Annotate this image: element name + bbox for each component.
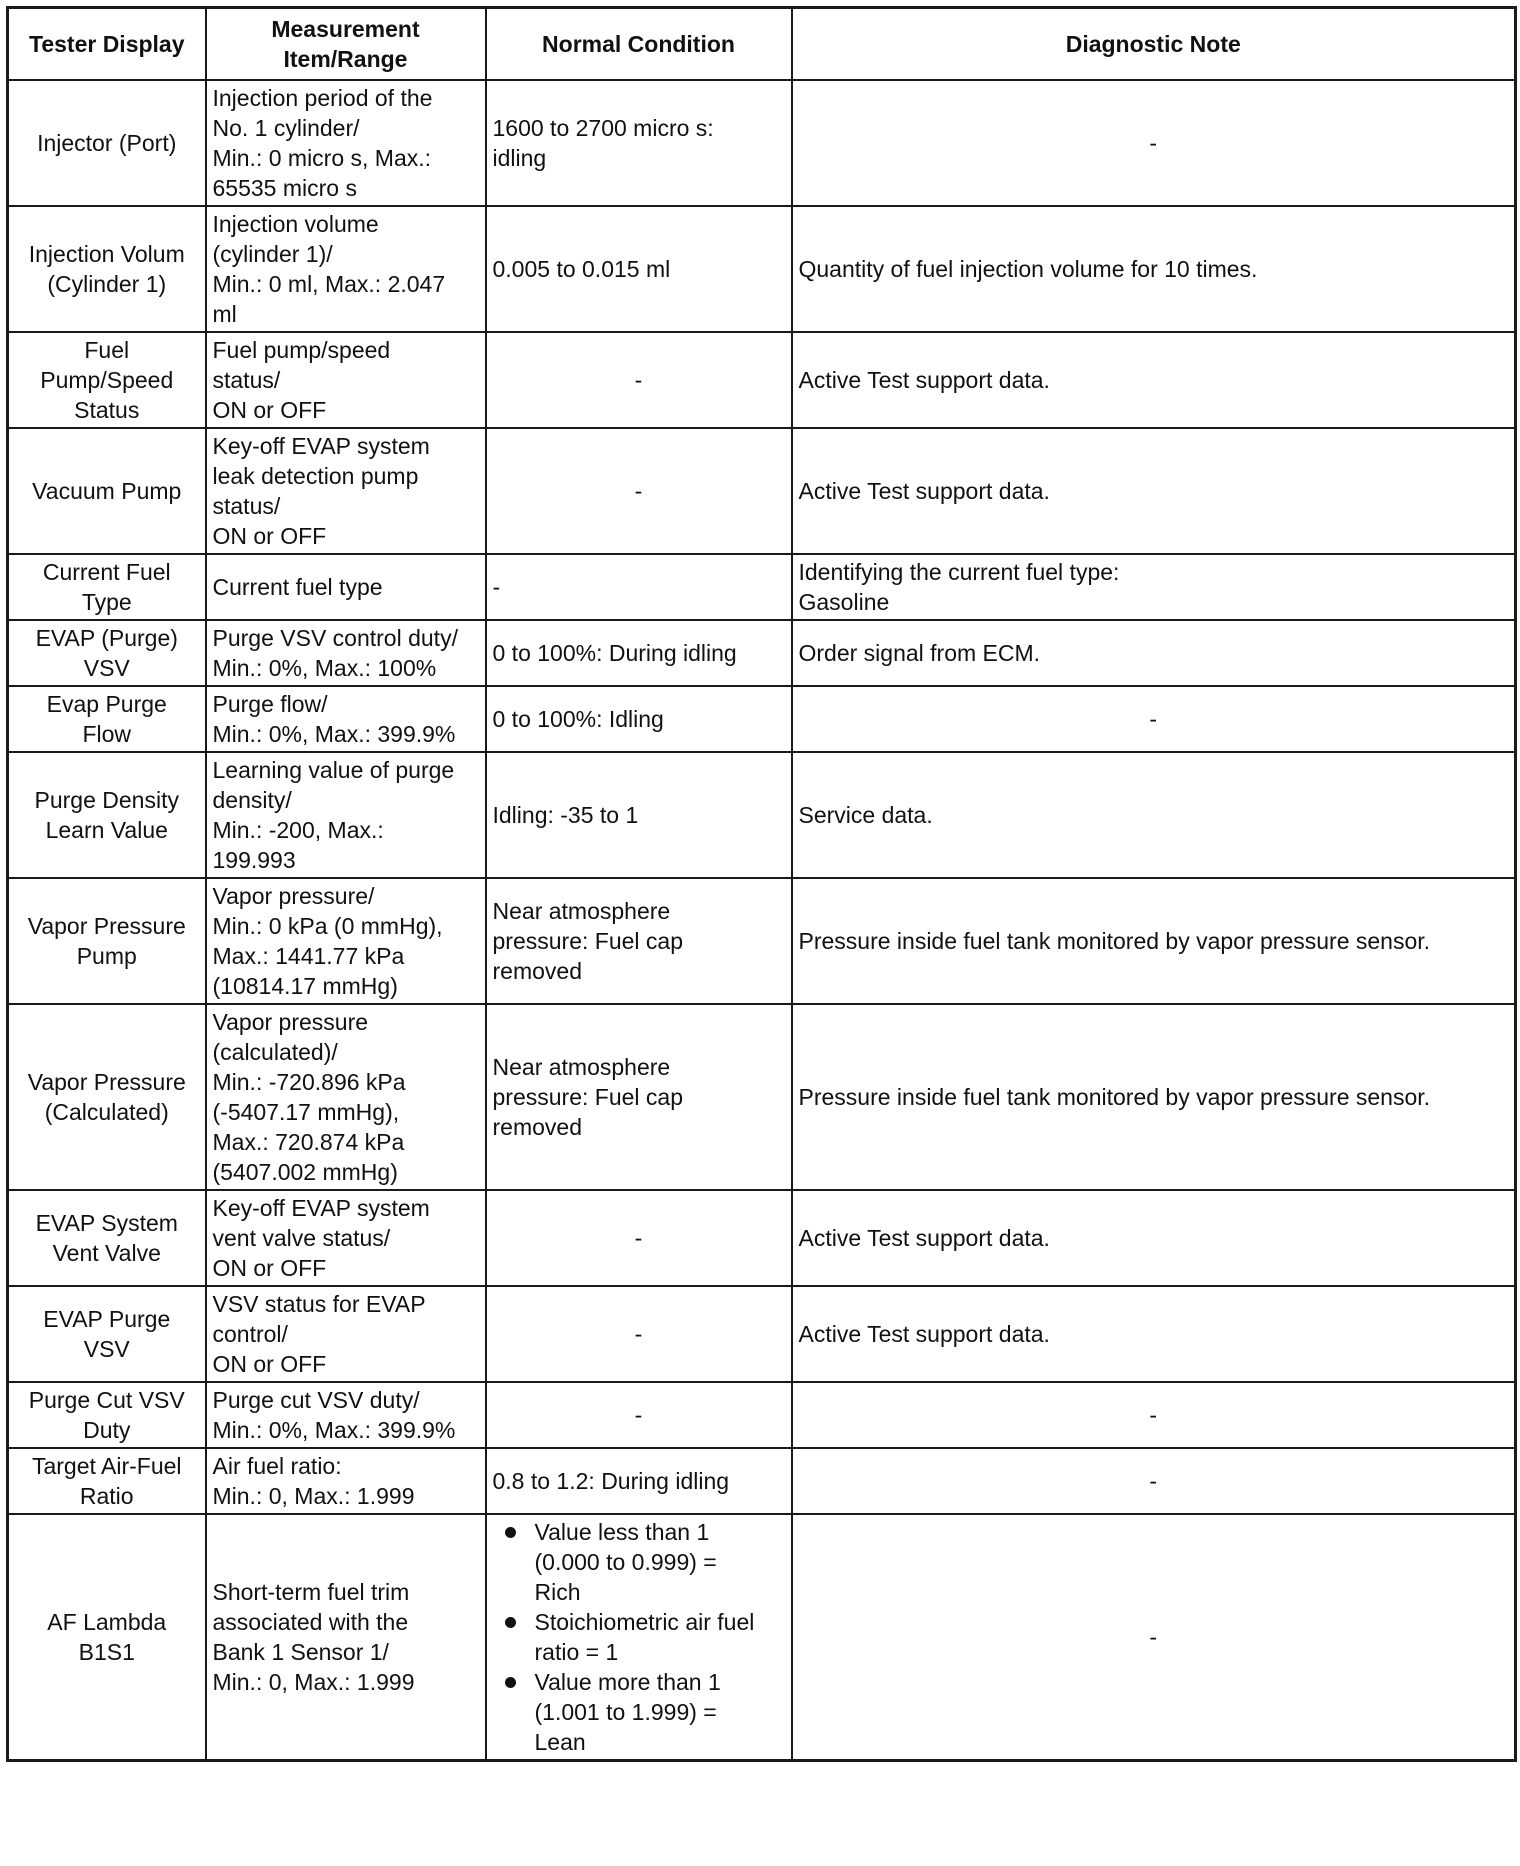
cell-tester-display: EVAP (Purge) VSV — [8, 620, 206, 686]
table-row — [8, 1448, 1516, 1514]
bullet-text: Stoichiometric air fuel ratio = 1 — [534, 1609, 755, 1665]
cell-normal-condition: Near atmosphere pressure: Fuel cap removed — [486, 878, 792, 1004]
cell-diagnostic-note: Active Test support data. — [792, 1286, 1516, 1382]
cell-measurement: Purge VSV control duty/ Min.: 0%, Max.: 100% — [206, 620, 486, 686]
table-row — [8, 1382, 1516, 1448]
cell-tester-display: Evap Purge Flow — [8, 686, 206, 752]
table-row — [8, 428, 1516, 554]
cell-diagnostic-note: Pressure inside fuel tank monitored by vapor pressure sensor. — [792, 1004, 1516, 1190]
table-row — [8, 1286, 1516, 1382]
cell-normal-condition: - — [486, 1190, 792, 1286]
table-row — [8, 686, 1516, 752]
cell-diagnostic-note: - — [792, 686, 1516, 752]
cell-measurement: VSV status for EVAP control/ ON or OFF — [206, 1286, 486, 1382]
cell-tester-display: Injection Volum (Cylinder 1) — [8, 206, 206, 332]
cell-diagnostic-note: Quantity of fuel injection volume for 10 times. — [792, 206, 1516, 332]
table-header-row — [8, 8, 1516, 81]
cell-normal-condition: 0 to 100%: Idling — [486, 686, 792, 752]
cell-normal-condition: - — [486, 1382, 792, 1448]
data-list-table — [6, 6, 1517, 1762]
cell-tester-display: Purge Cut VSV Duty — [8, 1382, 206, 1448]
cell-tester-display: Current Fuel Type — [8, 554, 206, 620]
cell-measurement: Purge cut VSV duty/ Min.: 0%, Max.: 399.9% — [206, 1382, 486, 1448]
table-row — [8, 620, 1516, 686]
bullet-list — [493, 1517, 785, 1757]
table-body — [8, 80, 1516, 1761]
table-row — [8, 554, 1516, 620]
cell-diagnostic-note: Identifying the current fuel type: Gasoline — [792, 554, 1516, 620]
cell-diagnostic-note: Active Test support data. — [792, 332, 1516, 428]
table-row — [8, 206, 1516, 332]
document-page — [6, 6, 1517, 1762]
cell-measurement: Short-term fuel trim associated with the Bank 1 Sensor 1/ Min.: 0, Max.: 1.999 — [206, 1514, 486, 1761]
cell-diagnostic-note: - — [792, 1382, 1516, 1448]
cell-measurement: Vapor pressure (calculated)/ Min.: -720.896 kPa (-5407.17 mmHg), Max.: 720.874 kPa (5407.002 mmHg) — [206, 1004, 486, 1190]
table-row — [8, 1514, 1516, 1761]
cell-normal-condition: - — [486, 554, 792, 620]
cell-normal-condition: 1600 to 2700 micro s: idling — [486, 80, 792, 206]
list-item — [493, 1517, 785, 1607]
cell-normal-condition: 0.8 to 1.2: During idling — [486, 1448, 792, 1514]
cell-diagnostic-note: Order signal from ECM. — [792, 620, 1516, 686]
cell-measurement: Key-off EVAP system leak detection pump status/ ON or OFF — [206, 428, 486, 554]
cell-tester-display: Purge Density Learn Value — [8, 752, 206, 878]
list-item — [493, 1667, 785, 1757]
cell-diagnostic-note: Active Test support data. — [792, 1190, 1516, 1286]
cell-measurement: Learning value of purge density/ Min.: -200, Max.: 199.993 — [206, 752, 486, 878]
cell-measurement: Purge flow/ Min.: 0%, Max.: 399.9% — [206, 686, 486, 752]
cell-tester-display: Vapor Pressure Pump — [8, 878, 206, 1004]
cell-normal-condition: 0.005 to 0.015 ml — [486, 206, 792, 332]
cell-diagnostic-note: - — [792, 80, 1516, 206]
cell-tester-display: EVAP System Vent Valve — [8, 1190, 206, 1286]
table-row — [8, 332, 1516, 428]
cell-measurement: Injection volume (cylinder 1)/ Min.: 0 ml, Max.: 2.047 ml — [206, 206, 486, 332]
bullet-text: Value less than 1 (0.000 to 0.999) = Rich — [534, 1519, 717, 1605]
cell-measurement: Air fuel ratio: Min.: 0, Max.: 1.999 — [206, 1448, 486, 1514]
cell-normal-condition: 0 to 100%: During idling — [486, 620, 792, 686]
cell-measurement: Key-off EVAP system vent valve status/ ON or OFF — [206, 1190, 486, 1286]
cell-diagnostic-note: Active Test support data. — [792, 428, 1516, 554]
cell-tester-display: Target Air-Fuel Ratio — [8, 1448, 206, 1514]
cell-tester-display: AF Lambda B1S1 — [8, 1514, 206, 1761]
cell-diagnostic-note: - — [792, 1514, 1516, 1761]
cell-measurement: Fuel pump/speed status/ ON or OFF — [206, 332, 486, 428]
table-row — [8, 1004, 1516, 1190]
table-row — [8, 752, 1516, 878]
cell-diagnostic-note: Pressure inside fuel tank monitored by vapor pressure sensor. — [792, 878, 1516, 1004]
bullet-dot-icon — [505, 1527, 516, 1538]
bullet-dot-icon — [505, 1677, 516, 1688]
cell-normal-condition: - — [486, 1286, 792, 1382]
cell-tester-display: Fuel Pump/Speed Status — [8, 332, 206, 428]
cell-measurement: Current fuel type — [206, 554, 486, 620]
table-row — [8, 80, 1516, 206]
cell-tester-display: Injector (Port) — [8, 80, 206, 206]
cell-normal-condition — [486, 1514, 792, 1761]
list-item — [493, 1607, 785, 1667]
cell-normal-condition: - — [486, 428, 792, 554]
bullet-dot-icon — [505, 1617, 516, 1628]
cell-diagnostic-note: Service data. — [792, 752, 1516, 878]
cell-tester-display: Vacuum Pump — [8, 428, 206, 554]
cell-measurement: Vapor pressure/ Min.: 0 kPa (0 mmHg), Max.: 1441.77 kPa (10814.17 mmHg) — [206, 878, 486, 1004]
cell-tester-display: Vapor Pressure (Calculated) — [8, 1004, 206, 1190]
table-row — [8, 878, 1516, 1004]
cell-normal-condition: Idling: -35 to 1 — [486, 752, 792, 878]
cell-normal-condition: - — [486, 332, 792, 428]
header-tester-display: Tester Display — [8, 8, 206, 81]
cell-diagnostic-note: - — [792, 1448, 1516, 1514]
header-diagnostic-note: Diagnostic Note — [792, 8, 1516, 81]
header-normal-condition: Normal Condition — [486, 8, 792, 81]
cell-normal-condition: Near atmosphere pressure: Fuel cap removed — [486, 1004, 792, 1190]
cell-measurement: Injection period of the No. 1 cylinder/ Min.: 0 micro s, Max.: 65535 micro s — [206, 80, 486, 206]
cell-tester-display: EVAP Purge VSV — [8, 1286, 206, 1382]
header-measurement: Measurement Item/Range — [206, 8, 486, 81]
bullet-text: Value more than 1 (1.001 to 1.999) = Lean — [534, 1669, 721, 1755]
table-row — [8, 1190, 1516, 1286]
